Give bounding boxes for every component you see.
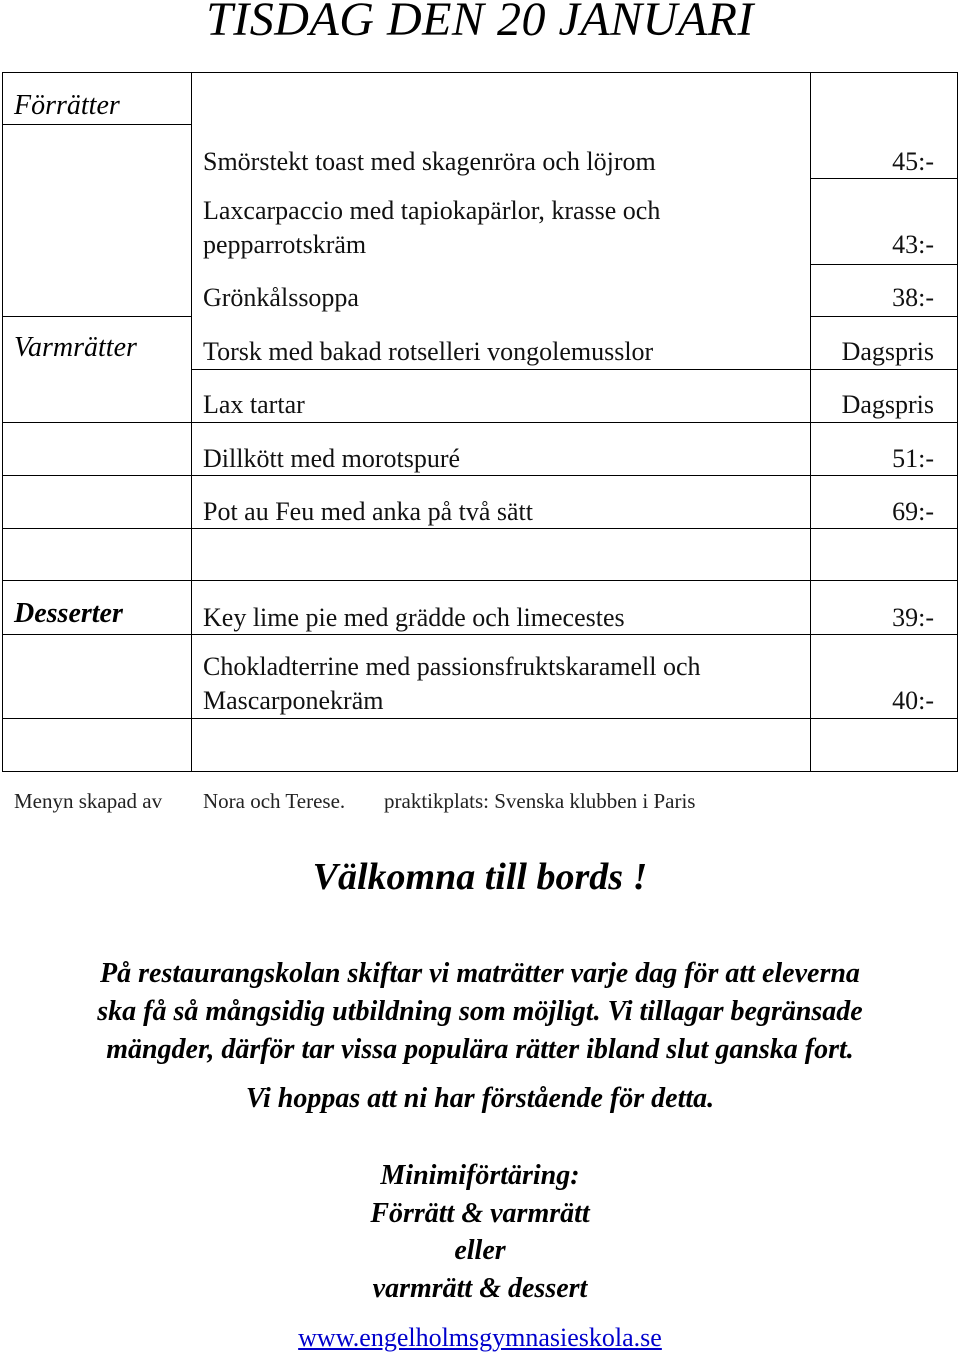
minimum-order <box>0 1157 960 1307</box>
table-rule <box>2 718 958 719</box>
credits-placement: praktikplats: Svenska klubben i Paris <box>384 789 696 813</box>
dish-price: 45:- <box>892 147 934 176</box>
dish-name: Dillkött med morotspuré <box>203 444 461 473</box>
table-rule <box>2 475 958 476</box>
notice-paragraph <box>0 955 960 1069</box>
table-rule <box>810 178 958 179</box>
dish-name: Laxcarpaccio med tapiokapärlor, krasse och <box>203 196 661 225</box>
table-rule <box>191 72 192 771</box>
minimum-order-option: Förrätt & varmrätt <box>370 1197 590 1229</box>
table-rule <box>2 580 958 581</box>
dish-name: Lax tartar <box>203 390 305 419</box>
table-rule <box>2 124 191 125</box>
dish-name: Chokladterrine med passionsfruktskaramell och <box>203 652 701 681</box>
credits-names: Nora och Terese. <box>203 789 346 813</box>
notice-line: mängder, därför tar vissa populära rätter ibland slut ganska fort. <box>106 1034 854 1065</box>
table-rule <box>191 72 958 73</box>
table-rule <box>810 264 958 265</box>
dish-name: Torsk med bakad rotselleri vongolemusslor <box>203 337 654 366</box>
website-footer <box>0 1323 960 1353</box>
dish-price: 39:- <box>892 603 934 632</box>
table-rule <box>2 422 958 423</box>
dish-name: Smörstekt toast med skagenröra och löjrom <box>203 147 656 176</box>
dish-name-continued: pepparrotskräm <box>203 230 367 259</box>
notice-line: ska få så mångsidig utbildning som möjligt. Vi tillagar begränsade <box>97 996 863 1027</box>
dish-price: Dagspris <box>841 337 934 366</box>
minimum-order-or: eller <box>454 1235 506 1266</box>
website-link[interactable]: www.engelholmsgymnasieskola.se <box>298 1323 662 1352</box>
category-desserts: Desserter <box>14 598 123 629</box>
notice-line: På restaurangskolan skiftar vi maträtter varje dag för att eleverna <box>100 958 860 989</box>
table-rule <box>2 528 958 529</box>
understanding-note: Vi hoppas att ni har förstående för detta. <box>245 1083 715 1114</box>
dish-name-continued: Mascarponekräm <box>203 686 384 715</box>
table-rule <box>2 72 3 771</box>
dish-name: Pot au Feu med anka på två sätt <box>203 497 533 526</box>
welcome-heading: Välkomna till bords ! <box>312 856 648 898</box>
table-rule <box>957 72 958 771</box>
page-title: TISDAG DEN 20 JANUARI <box>206 0 754 46</box>
table-rule <box>810 316 958 317</box>
table-rule <box>2 316 191 317</box>
dish-name: Grönkålssoppa <box>203 283 359 312</box>
minimum-order-heading: Minimiförtäring: <box>380 1160 580 1191</box>
dish-price: 40:- <box>892 686 934 715</box>
dish-price: 51:- <box>892 444 934 473</box>
category-main-courses: Varmrätter <box>14 332 137 363</box>
dish-name: Key lime pie med grädde och limecestes <box>203 603 625 632</box>
dish-price: Dagspris <box>841 390 934 419</box>
table-rule <box>2 634 958 635</box>
dish-price: 43:- <box>892 230 934 259</box>
table-rule <box>2 771 958 772</box>
table-rule <box>2 72 191 73</box>
table-rule <box>810 72 811 771</box>
credits-label: Menyn skapad av <box>14 789 163 813</box>
table-rule <box>191 369 958 370</box>
minimum-order-option: varmrätt & dessert <box>372 1272 588 1304</box>
dish-price: 69:- <box>892 497 934 526</box>
category-starters: Förrätter <box>14 90 120 121</box>
dish-price: 38:- <box>892 283 934 312</box>
